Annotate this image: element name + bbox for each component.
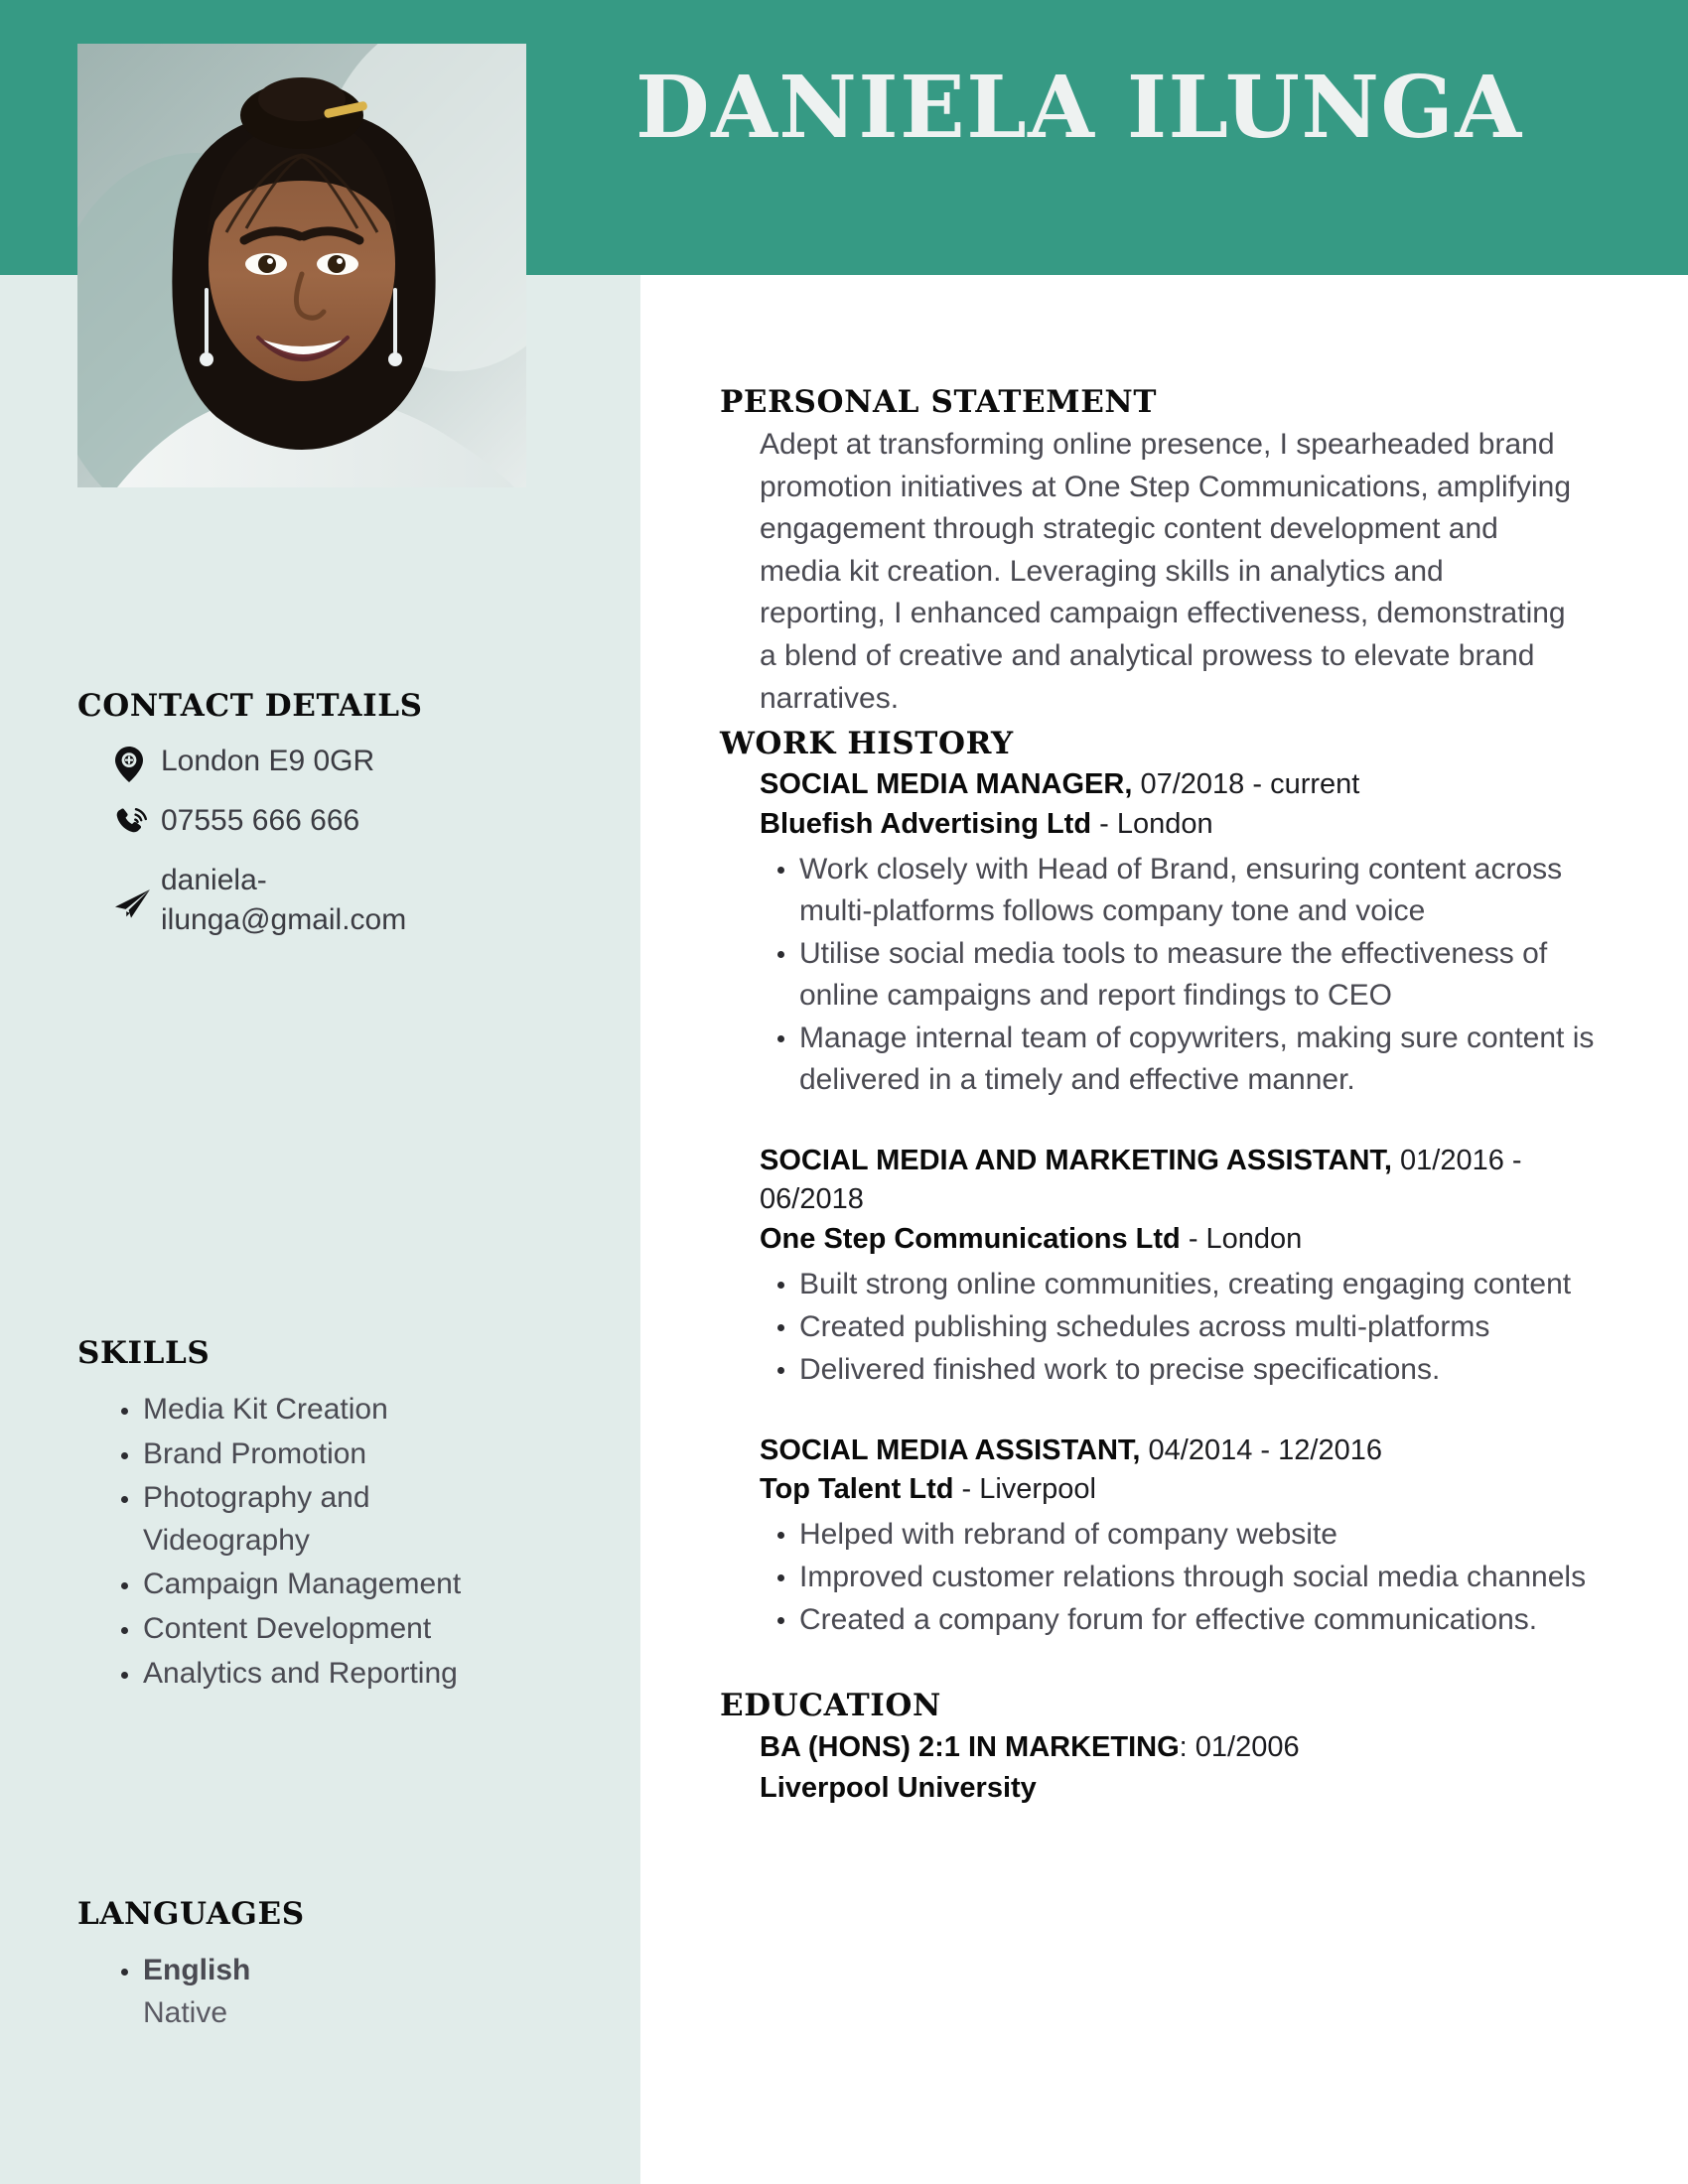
avatar bbox=[77, 44, 526, 487]
contact-details-heading: CONTACT DETAILS bbox=[77, 688, 423, 724]
main-content bbox=[640, 275, 1688, 2184]
list-item: Improved customer relations through social media channels bbox=[799, 1557, 1604, 1598]
list-item: Delivered finished work to precise specifications. bbox=[799, 1349, 1604, 1391]
contact-item-location bbox=[115, 742, 640, 785]
languages-section bbox=[0, 1896, 640, 2036]
skills-heading: SKILLS bbox=[77, 1335, 211, 1371]
personal-statement-text: Adept at transforming online presence, I spearheaded brand promotion initiatives at One Step Communications, amplifying engagement through strategic content development and media kit creation. Leveraging skills in analytics and reporting, I enhanced campaign effectiveness, demonstrating a blend of creative and analytical prowess to elevate brand narratives. bbox=[760, 428, 1572, 715]
contact-email-text: daniela-ilunga@gmail.com bbox=[161, 864, 407, 936]
personal-statement-section bbox=[720, 384, 1609, 720]
education-entry bbox=[760, 1727, 1609, 1808]
skills-list bbox=[0, 1389, 640, 1695]
job-company: Top Talent Ltd bbox=[760, 1473, 954, 1506]
job-dates: 01/2016 - 06/2018 bbox=[760, 1144, 1522, 1216]
list-item: Photography and Videography bbox=[143, 1477, 540, 1562]
education-heading: EDUCATION bbox=[720, 1688, 941, 1724]
job-title-line bbox=[760, 765, 1609, 805]
list-item: Brand Promotion bbox=[143, 1433, 540, 1476]
education-institution: Liverpool University bbox=[760, 1771, 1037, 1804]
job-entry bbox=[760, 765, 1609, 1100]
paper-plane-icon bbox=[115, 861, 161, 918]
spacer bbox=[720, 1102, 1609, 1142]
job-company: Bluefish Advertising Ltd bbox=[760, 807, 1092, 840]
list-item: Media Kit Creation bbox=[143, 1389, 540, 1432]
language-level: Native bbox=[143, 1995, 228, 2029]
phone-icon bbox=[115, 801, 161, 840]
list-item: Work closely with Head of Brand, ensuring content across multi-platforms follows company tone and voice bbox=[799, 849, 1604, 932]
list-item: Campaign Management bbox=[143, 1564, 540, 1606]
skills-section bbox=[0, 1335, 640, 1697]
job-title-line bbox=[760, 1142, 1609, 1220]
job-dates: 07/2018 - current bbox=[1140, 768, 1360, 801]
personal-statement-heading: PERSONAL STATEMENT bbox=[720, 384, 1158, 420]
job-title: SOCIAL MEDIA AND MARKETING ASSISTANT, bbox=[760, 1144, 1392, 1176]
education-institution-line bbox=[760, 1768, 1609, 1809]
job-entry bbox=[760, 1142, 1609, 1391]
job-location: - London bbox=[1099, 807, 1213, 840]
education-degree-line bbox=[760, 1727, 1609, 1768]
contact-item-phone bbox=[115, 801, 640, 845]
main-inner bbox=[720, 384, 1609, 1808]
education-section bbox=[720, 1688, 1609, 1808]
location-pin-icon bbox=[115, 742, 161, 782]
job-title-line bbox=[760, 1432, 1609, 1471]
language-name: English bbox=[143, 1954, 251, 1986]
spacer bbox=[720, 1392, 1609, 1432]
languages-list bbox=[0, 1950, 640, 2034]
contact-phone-text: 07555 666 666 bbox=[161, 804, 360, 837]
list-item: Built strong online communities, creating engaging content bbox=[799, 1264, 1604, 1305]
job-bullets bbox=[777, 1264, 1609, 1391]
job-dates: 04/2014 - 12/2016 bbox=[1148, 1433, 1382, 1466]
work-history-heading: WORK HISTORY bbox=[720, 726, 1014, 762]
job-company-line bbox=[760, 805, 1609, 845]
list-item: Manage internal team of copywriters, making sure content is delivered in a timely and effective manner. bbox=[799, 1018, 1604, 1101]
job-location: - London bbox=[1188, 1223, 1303, 1256]
contact-item-email bbox=[115, 861, 640, 940]
job-entry bbox=[760, 1432, 1609, 1641]
spacer bbox=[720, 1642, 1609, 1688]
list-item: Created a company forum for effective communications. bbox=[799, 1599, 1604, 1641]
list-item: Helped with rebrand of company website bbox=[799, 1514, 1604, 1556]
contact-location-text: London E9 0GR bbox=[161, 745, 375, 777]
job-company: One Step Communications Ltd bbox=[760, 1223, 1181, 1256]
list-item: Utilise social media tools to measure the effectiveness of online campaigns and report findings to CEO bbox=[799, 933, 1604, 1017]
job-company-line bbox=[760, 1470, 1609, 1510]
page-title: DANIELA ILUNGA bbox=[635, 58, 1523, 158]
job-bullets bbox=[777, 1514, 1609, 1641]
list-item: Analytics and Reporting bbox=[143, 1653, 540, 1696]
languages-heading: LANGUAGES bbox=[77, 1896, 305, 1932]
education-date: : 01/2006 bbox=[1179, 1731, 1300, 1764]
job-location: - Liverpool bbox=[961, 1473, 1096, 1506]
contact-details-section bbox=[0, 688, 640, 956]
education-degree: BA (HONS) 2:1 IN MARKETING bbox=[760, 1731, 1180, 1764]
list-item: Created publishing schedules across multi-platforms bbox=[799, 1306, 1604, 1348]
contact-list bbox=[0, 742, 640, 940]
job-company-line bbox=[760, 1220, 1609, 1260]
work-history-section bbox=[720, 726, 1609, 1641]
list-item bbox=[143, 1950, 540, 2034]
job-bullets bbox=[777, 849, 1609, 1101]
job-title: SOCIAL MEDIA ASSISTANT, bbox=[760, 1433, 1141, 1466]
list-item: Content Development bbox=[143, 1608, 540, 1651]
job-title: SOCIAL MEDIA MANAGER, bbox=[760, 768, 1133, 801]
